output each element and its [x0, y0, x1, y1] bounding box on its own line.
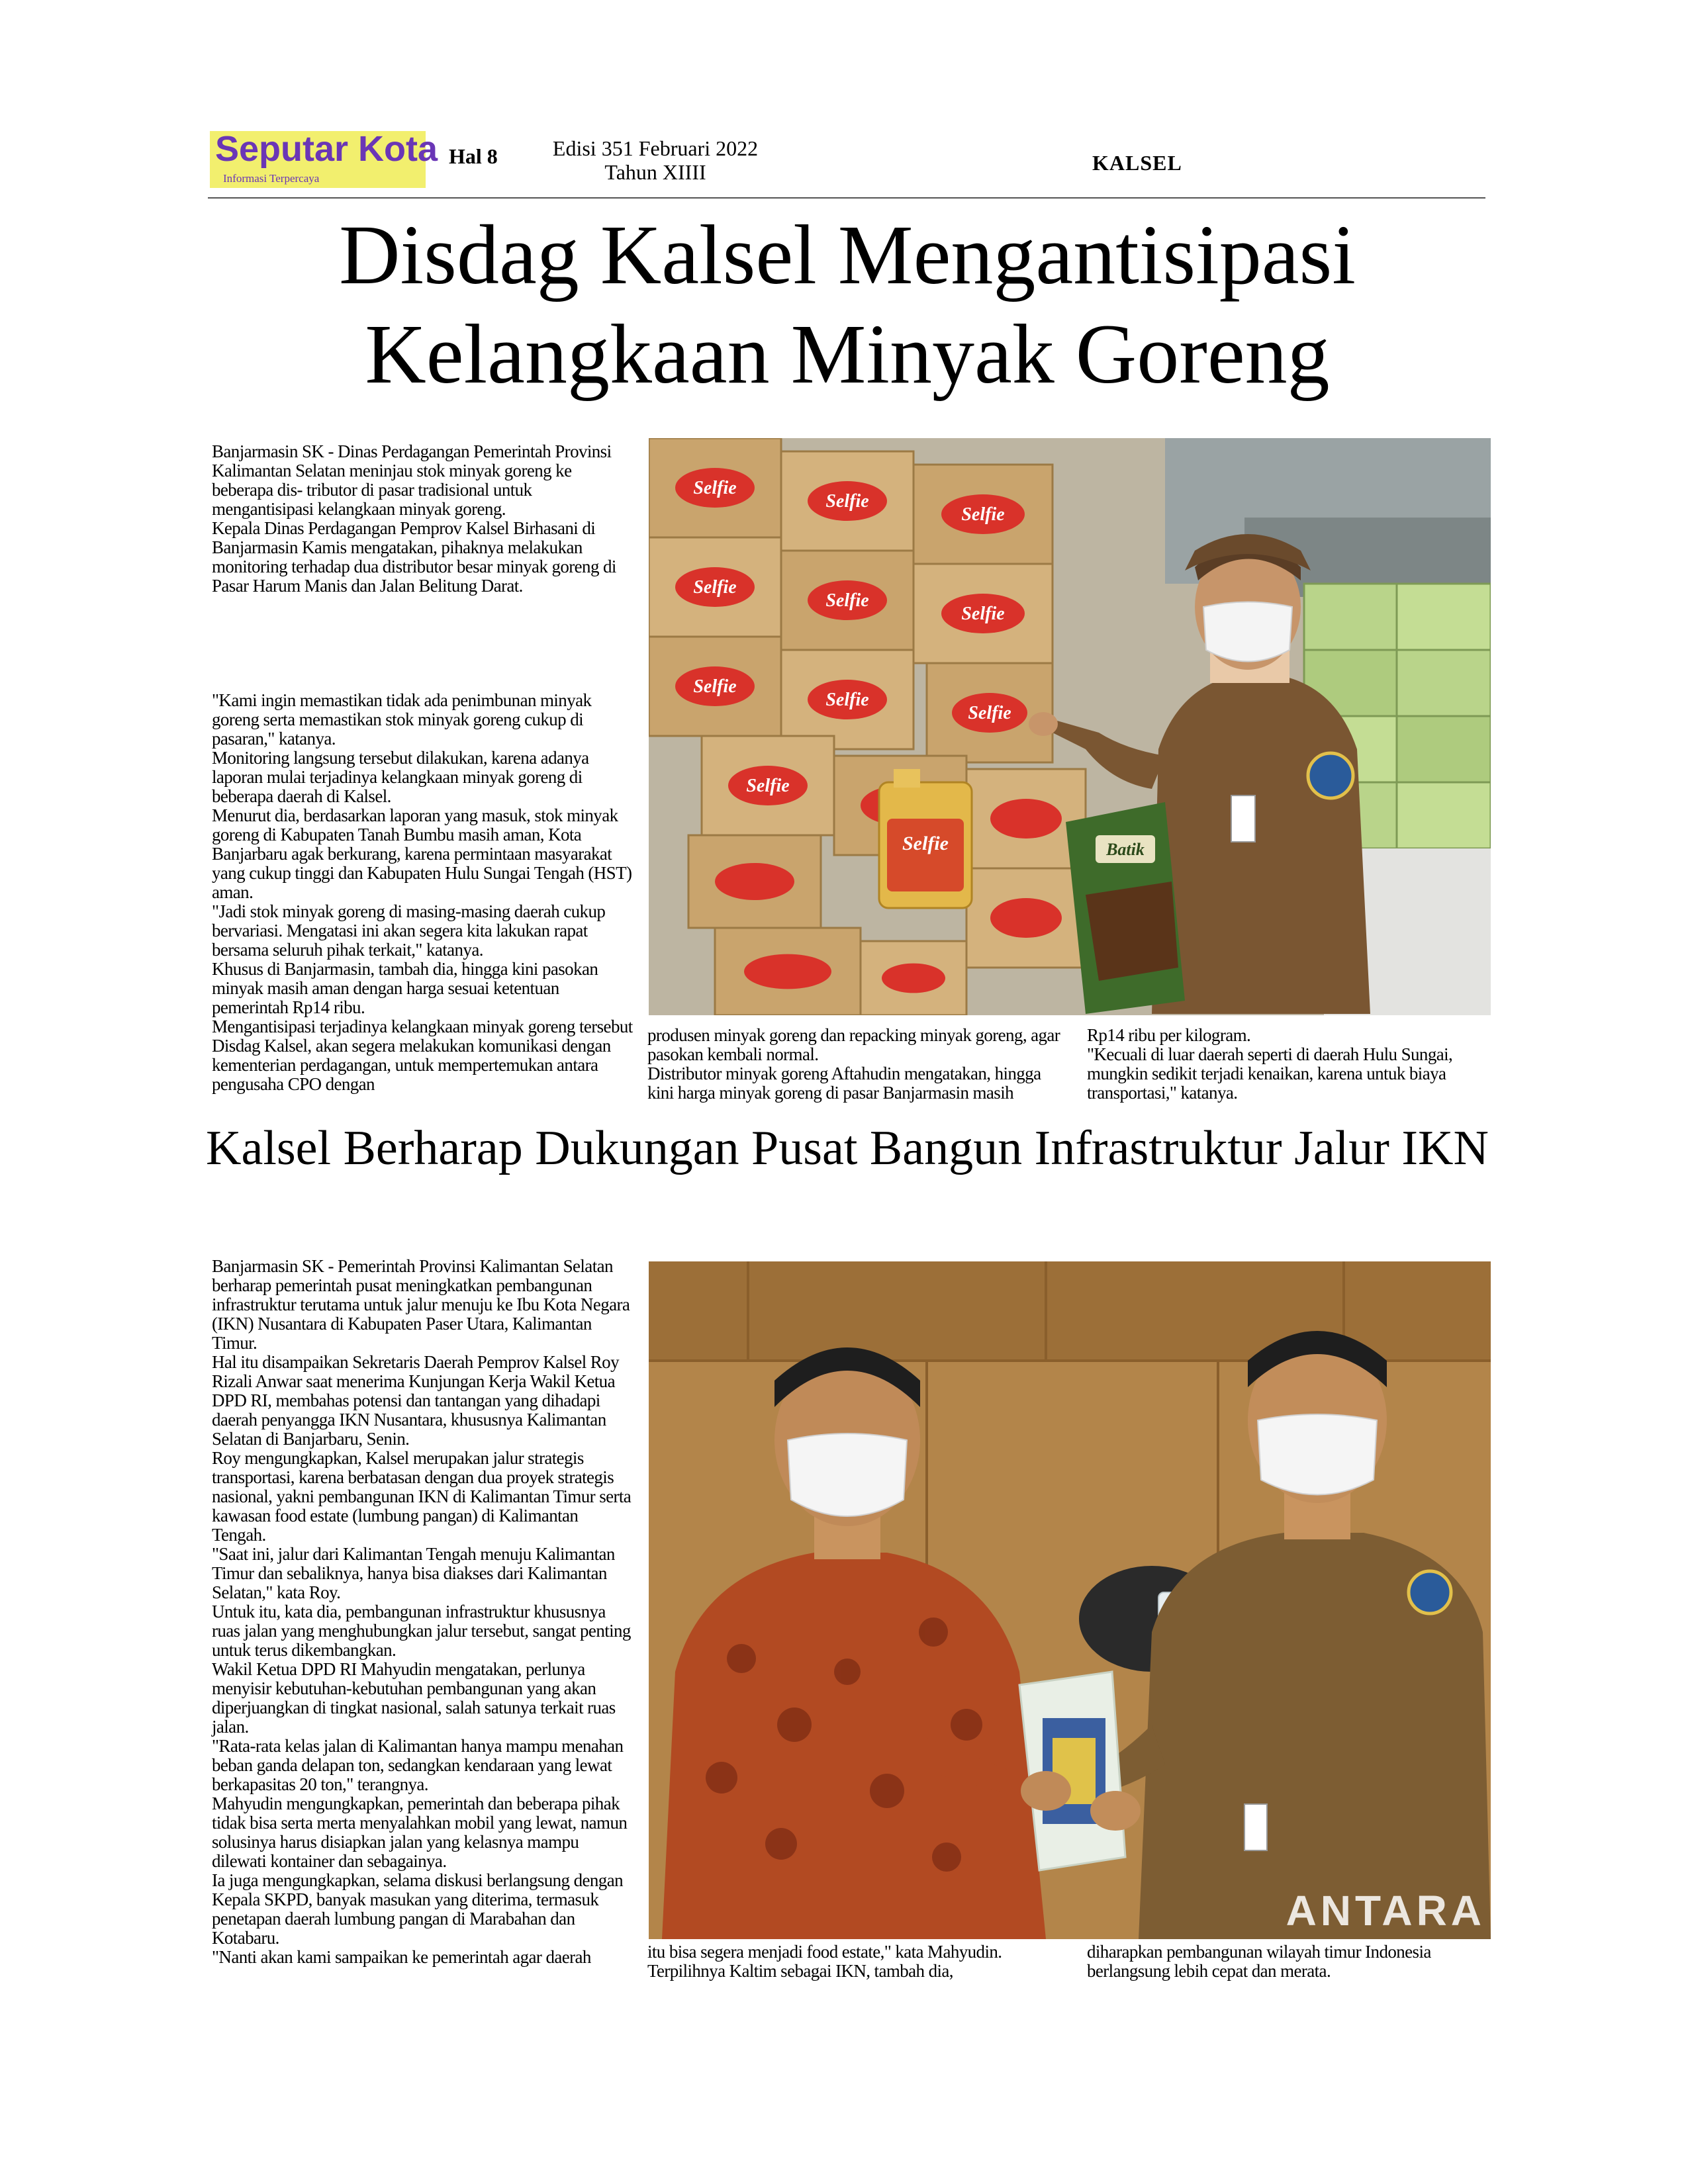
article-2-paragraph: Mahyudin mengungkapkan, pemerintah dan beberapa pihak tidak bisa serta merta menyalahkan mobil yang lewat, namun solusinya harus disiapkan jalan yang kelasnya mampu dilewati kontainer dan sebagainya.: [212, 1794, 628, 1871]
article-2-paragraph: "Rata-rata kelas jalan di Kalimantan hanya mampu menahan beban ganda delapan ton, sedangkan kendaraan yang lewat berkapasitas 20 ton," terangnya.: [212, 1736, 624, 1794]
article-1-column-1-continued: [212, 691, 635, 1094]
article-2-column-1: [212, 1257, 635, 1967]
article-2-paragraph: Ia juga mengungkapkan, selama diskusi berlangsung dengan Kepala SKPD, banyak masukan yang diterima, termasuk penetapan daerah lumbung pangan di Marabahan dan Kotabaru.: [212, 1870, 623, 1948]
article-2-photo-meeting: [649, 1261, 1491, 1939]
box-logo-badge: [715, 863, 794, 900]
article-2-paragraph: diharapkan pembangunan wilayah timur Indonesia berlangsung lebih cepat dan merata.: [1087, 1942, 1431, 1981]
header-divider: [208, 197, 1485, 199]
box-brand-label: Selfie: [693, 676, 737, 697]
box-logo-badge: [990, 898, 1062, 938]
article-2-paragraph: itu bisa segera menjadi food estate," kata Mahyudin.: [647, 1942, 1002, 1962]
box-logo-badge: [882, 964, 945, 993]
article-1-photo-warehouse: [649, 438, 1491, 1015]
box-brand-label: Selfie: [961, 504, 1005, 525]
box-brand-label: Selfie: [825, 690, 869, 710]
article-1-headline: Disdag Kalsel Mengantisipasi Kelangkaan Minyak Goreng: [339, 208, 1356, 401]
box-brand-label: Selfie: [693, 478, 737, 498]
oil-pouch: [1066, 802, 1185, 1014]
article-2-column-3: [1087, 1942, 1491, 1981]
edition-info: Edisi 351 Februari 2022 Tahun XIIII: [552, 136, 759, 184]
article-2-paragraph: "Saat ini, jalur dari Kalimantan Tengah menuju Kalimantan Timur dan sebaliknya, hanya bisa diakses dari Kalimantan Selatan," kata Roy.: [212, 1544, 615, 1602]
article-1-paragraph: Distributor minyak goreng Aftahudin mengatakan, hingga kini harga minyak goreng di pasar Banjarmasin masih: [647, 1064, 1041, 1103]
box-brand-label: Selfie: [693, 577, 737, 598]
warehouse-illustration: [649, 438, 1491, 1015]
article-1-paragraph: Rp14 ribu per kilogram.: [1087, 1025, 1251, 1045]
article-2-column-2: [647, 1942, 1071, 1981]
article-2-paragraph: Terpilihnya Kaltim sebagai IKN, tambah dia,: [647, 1961, 953, 1981]
article-1-paragraph: "Jadi stok minyak goreng di masing-masing daerah cukup bervariasi. Mengatasi ini akan segera kita lakukan rapat bersama seluruh pihak terkait," katanya.: [212, 901, 606, 960]
page-number: Hal 8: [449, 144, 498, 168]
article-1-paragraph: Menurut dia, berdasarkan laporan yang masuk, stok minyak goreng di Kabupaten Tanah Bumbu masih aman, Kota Banjarbaru agak berkurang, karena permintaan masyarakat yang cukup tinggi dan Kabupaten Hulu Sungai Tengah (HST) aman.: [212, 805, 632, 902]
box-logo-badge: [744, 954, 831, 989]
box-brand-label: Selfie: [825, 590, 869, 611]
logo-tagline: Informasi Terpercaya: [223, 172, 320, 185]
article-1-column-3: [1087, 1026, 1491, 1103]
article-1-paragraph: Kepala Dinas Perdagangan Pemprov Kalsel Birhasani di Banjarmasin Kamis mengatakan, pihaknya melakukan monitoring terhadap dua distributor besar minyak goreng di Pasar Harum Manis dan Jalan Belitung Darat.: [212, 518, 616, 596]
article-1-paragraph: produsen minyak goreng dan repacking minyak goreng, agar pasokan kembali normal.: [647, 1025, 1060, 1064]
article-1-paragraph: Khusus di Banjarmasin, tambah dia, hingga kini pasokan minyak masih aman dengan harga sesuai ketentuan pemerintah Rp14 ribu.: [212, 959, 598, 1017]
article-1-column-1: [212, 442, 635, 596]
article-1-paragraph: Mengantisipasi terjadinya kelangkaan minyak goreng tersebut Disdag Kalsel, akan segera melakukan komunikasi dengan kementerian perdagangan, untuk mempertemukan antara pengusaha CPO dengan: [212, 1017, 633, 1094]
meeting-illustration: [649, 1261, 1491, 1939]
box-brand-label: Selfie: [968, 703, 1011, 723]
article-2-paragraph: Hal itu disampaikan Sekretaris Daerah Pemprov Kalsel Roy Rizali Anwar saat menerima Kunjungan Kerja Wakil Ketua DPD RI, membahas potensi dan tantangan yang dihadapi daerah penyangga IKN Nusantara, khususnya Kalimantan Selatan di Banjarbaru, Senin.: [212, 1352, 619, 1449]
box-brand-label: Selfie: [961, 604, 1005, 624]
article-1-column-2: [647, 1026, 1071, 1103]
jerrycan-label: Selfie: [902, 833, 949, 854]
masthead-logo: [210, 129, 438, 188]
article-2-paragraph: Banjarmasin SK - Pemerintah Provinsi Kalimantan Selatan berharap pemerintah pusat meningkatkan pembangunan infrastruktur terutama untuk jalur menuju ke Ibu Kota Negara (IKN) Nusantara di Kabupaten Paser Utara, Kalimantan Timur.: [212, 1256, 630, 1353]
article-2-paragraph: Wakil Ketua DPD RI Mahyudin mengatakan, perlunya menyisir kebutuhan-kebutuhan pembangunan yang akan diperjuangkan di tingkat nasional, salah satunya terkait ruas jalan.: [212, 1659, 616, 1737]
article-1-paragraph: Banjarmasin SK - Dinas Perdagangan Pemerintah Provinsi Kalimantan Selatan meninjau stok minyak goreng ke beberapa dis- tributor di pasar tradisional untuk mengantisipasi kelangkaan minyak goreng.: [212, 441, 612, 519]
article-1-paragraph: "Kami ingin memastikan tidak ada penimbunan minyak goreng serta memastikan stok minyak goreng cukup di pasaran," katanya.: [212, 690, 592, 749]
article-2-headline: Kalsel Berharap Dukungan Pusat Bangun Infrastruktur Jalur IKN: [206, 1121, 1489, 1175]
box-brand-label: Selfie: [746, 776, 790, 796]
oil-jerrycan: [879, 769, 972, 908]
photo-watermark: ANTARA: [1286, 1887, 1485, 1934]
article-1-paragraph: Monitoring langsung tersebut dilakukan, karena adanya laporan mulai terjadinya kelangkaan minyak goreng di beberapa daerah di Kalsel.: [212, 748, 589, 806]
article-2-paragraph: "Nanti akan kami sampaikan ke pemerintah agar daerah: [212, 1947, 591, 1967]
box-brand-label: Selfie: [825, 491, 869, 512]
box-logo-badge: [990, 799, 1062, 839]
article-2-paragraph: Roy mengungkapkan, Kalsel merupakan jalur strategis transportasi, karena berbatasan dengan dua proyek strategis nasional, yakni pembangunan IKN di Kalimantan Timur serta kawasan food estate (lumbung pangan) di Kalimantan Tengah.: [212, 1448, 632, 1545]
pouch-label: Batik: [1106, 840, 1145, 859]
section-label: KALSEL: [1092, 151, 1182, 175]
article-1-paragraph: "Kecuali di luar daerah seperti di daerah Hulu Sungai, mungkin sedikit terjadi kenaikan, karena untuk biaya transportasi," katanya.: [1087, 1044, 1453, 1103]
article-2-paragraph: Untuk itu, kata dia, pembangunan infrastruktur khususnya ruas jalan yang menghubungkan jalur tersebut, sangat penting untuk terus dikembangkan.: [212, 1602, 631, 1660]
logo-title: Seputar Kota: [215, 129, 438, 169]
